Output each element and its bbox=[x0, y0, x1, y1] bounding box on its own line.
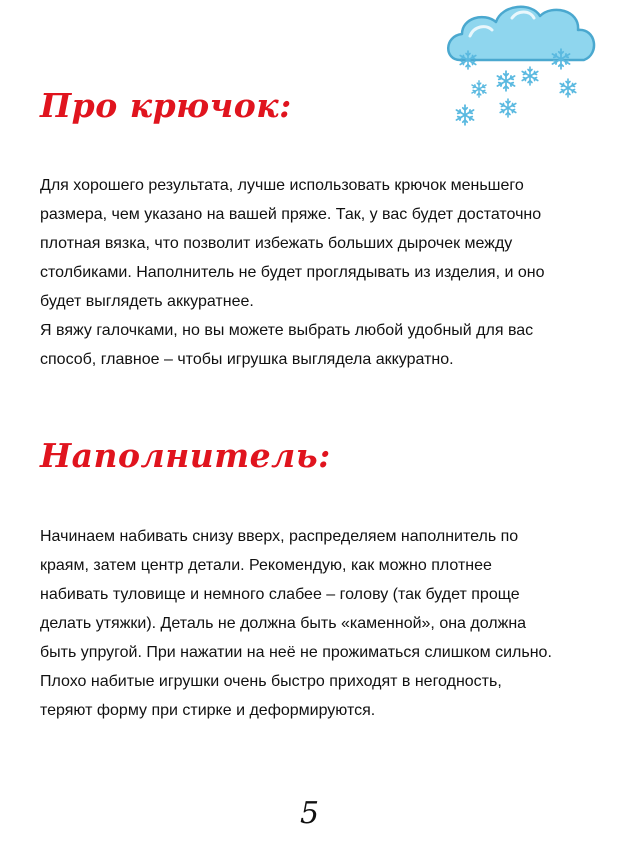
paragraph-line: Я вяжу галочками, но вы можете выбрать любой удобный для вас bbox=[40, 322, 534, 339]
filler-paragraph bbox=[40, 522, 600, 725]
paragraph-line: краям, затем центр детали. Рекомендую, как можно плотнее bbox=[40, 557, 492, 574]
paragraph-line: делать утяжки). Деталь не должна быть «каменной», она должна bbox=[40, 615, 527, 632]
paragraph-line: будет выглядеть аккуратнее. bbox=[40, 293, 254, 310]
paragraph-line: Для хорошего результата, лучше использовать крючок меньшего bbox=[40, 177, 524, 194]
paragraph-line: быть упругой. При нажатии на неё не прожиматься слишком сильно. bbox=[40, 644, 552, 661]
hook-paragraph bbox=[40, 171, 600, 374]
paragraph-line: размера, чем указано на вашей пряже. Так, у вас будет достаточно bbox=[40, 206, 542, 223]
paragraph-line: теряют форму при стирке и деформируются. bbox=[40, 702, 376, 719]
paragraph-line: набивать туловище и немного слабее – голову (так будет проще bbox=[40, 586, 520, 603]
page-number: 5 bbox=[299, 796, 320, 831]
paragraph-line: способ, главное – чтобы игрушка выглядела аккуратно. bbox=[40, 351, 454, 368]
section-heading-hook: Про крючок: bbox=[40, 86, 292, 125]
paragraph-line: столбиками. Наполнитель не будет проглядывать из изделия, и оно bbox=[40, 264, 545, 281]
paragraph-line: Начинаем набивать снизу вверх, распределяем наполнитель по bbox=[40, 528, 519, 545]
cloud-shape bbox=[448, 7, 594, 60]
paragraph-line: Плохо набитые игрушки очень быстро приходят в негодность, bbox=[40, 673, 502, 690]
section-heading-filler: Наполнитель: bbox=[40, 436, 331, 475]
paragraph-line: плотная вязка, что позволит избежать больших дырочек между bbox=[40, 235, 513, 252]
snow-cloud-icon bbox=[440, 0, 605, 135]
